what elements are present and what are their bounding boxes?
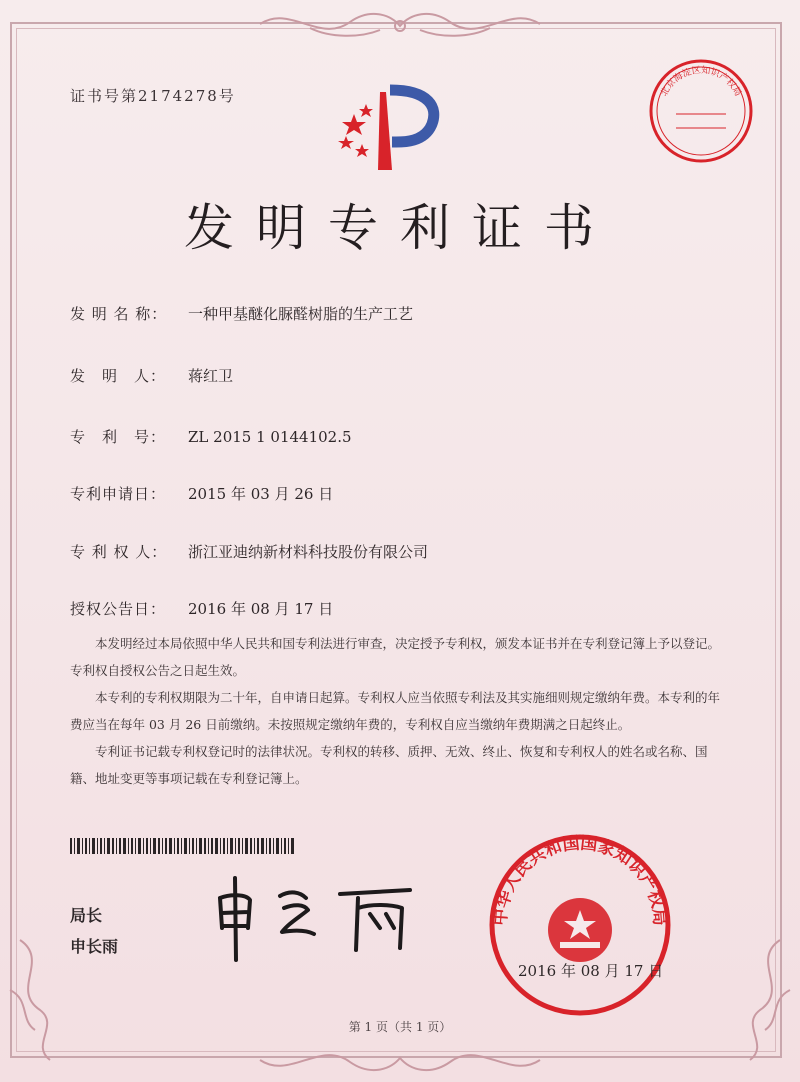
patent-office-logo: [320, 78, 460, 188]
top-ornament: [250, 4, 550, 44]
agency-stamp: [646, 56, 756, 166]
field-value: 2016 年 08 月 17 日: [188, 600, 334, 618]
field-invention-name: [70, 303, 413, 324]
certificate-body-text: [70, 630, 730, 792]
signatory-title: 局长: [70, 906, 103, 925]
field-label: 专利申请日：: [70, 485, 167, 503]
field-value: 2015 年 03 月 26 日: [188, 485, 334, 503]
svg-text:北京海淀区知识产权局: 北京海淀区知识产权局: [659, 65, 743, 99]
field-value: 蒋红卫: [188, 367, 234, 385]
body-paragraph: 专利证书记载专利权登记时的法律状况。专利权的转移、质押、无效、终止、恢复和专利权人的姓名或名称、国籍、地址变更等事项记载在专利登记簿上。: [70, 744, 708, 786]
field-label: 发 明 名 称：: [70, 305, 168, 323]
right-corner-ornament: [730, 930, 800, 1070]
signatory-name: 申长雨: [70, 937, 119, 956]
field-value: 浙江亚迪纳新材料科技股份有限公司: [188, 543, 429, 561]
field-patentee: [70, 541, 428, 562]
field-announcement-date: [70, 598, 333, 619]
official-seal: [480, 830, 680, 1020]
field-label: 授权公告日：: [70, 600, 167, 618]
handwritten-signature: [210, 868, 440, 968]
barcode: [70, 838, 295, 854]
svg-text:中华人民共和国国家知识产权局: 中华人民共和国国家知识产权局: [490, 833, 670, 927]
field-inventor: [70, 365, 233, 386]
field-patent-number: [70, 426, 352, 447]
field-value: ZL 2015 1 0144102.5: [188, 428, 352, 446]
certificate-title: 发明专利证书: [184, 199, 616, 257]
body-paragraph: 本专利的专利权期限为二十年，自申请日起算。专利权人应当依照专利法及其实施细则规定缴纳年费。本专利的年费应当在每年 03 月 26 日前缴纳。未按照规定缴纳年费的，专利权自应当缴纳年费期满之日起终止。: [70, 690, 721, 732]
field-label: 发 明 人：: [70, 367, 167, 385]
left-corner-ornament: [0, 930, 70, 1070]
certificate-number: 证书号第2174278号: [70, 87, 236, 105]
page-number: 第 1 页（共 1 页）: [348, 1020, 452, 1034]
body-paragraph: 本发明经过本局依照中华人民共和国专利法进行审查，决定授予专利权，颁发本证书并在专利登记簿上予以登记。专利权自授权公告之日起生效。: [70, 636, 721, 678]
bottom-ornament: [250, 1040, 550, 1080]
field-label: 专 利 权 人：: [70, 543, 168, 561]
field-label: 专 利 号：: [70, 428, 167, 446]
seal-date: 2016 年 08 月 17 日: [518, 962, 664, 980]
field-application-date: [70, 483, 333, 504]
field-value: 一种甲基醚化脲醛树脂的生产工艺: [188, 305, 414, 323]
